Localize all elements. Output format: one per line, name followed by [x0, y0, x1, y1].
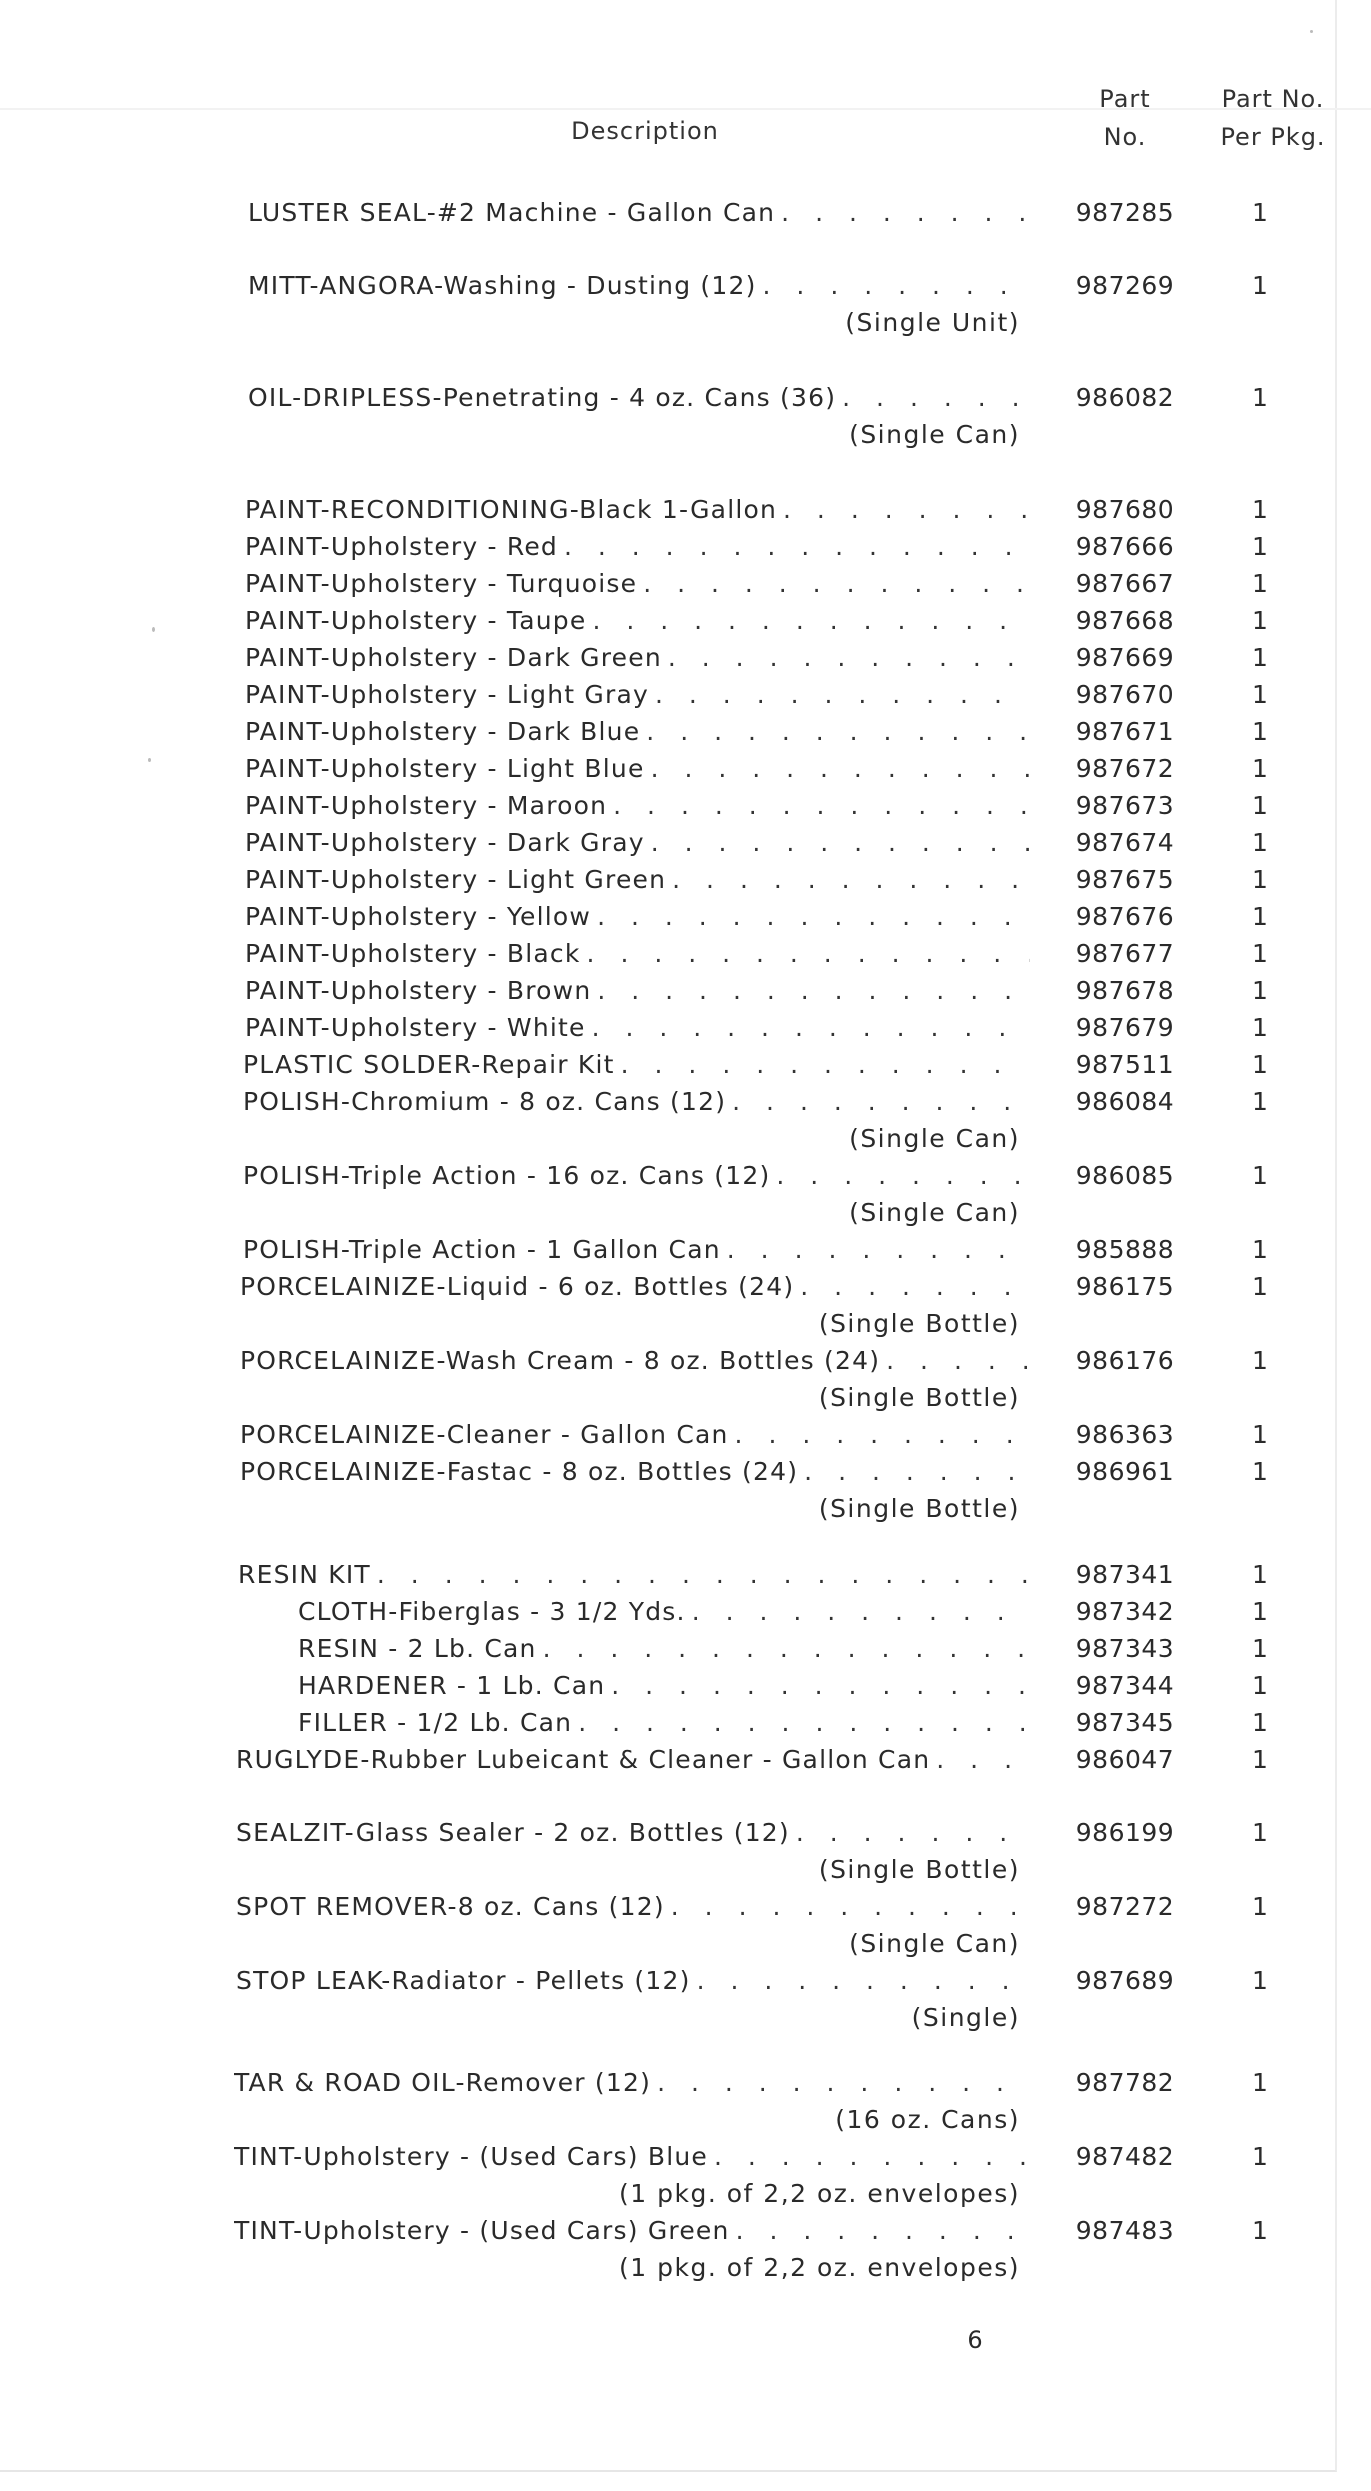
parts-row: [0, 566, 1371, 602]
dot-leader: [611, 1668, 1030, 1704]
part-number: 987341: [1075, 1560, 1175, 1589]
unit-note: (Single Unit): [845, 308, 1020, 337]
item-description-text: POLISH-Triple Action - 1 Gallon Can: [243, 1235, 721, 1264]
per-pkg-quantity: 1: [1252, 643, 1268, 672]
item-description-text: RUGLYDE-Rubber Lubeicant & Cleaner - Gallon Can: [236, 1745, 931, 1774]
parts-row: [0, 1010, 1371, 1046]
dot-leader: [732, 1084, 1030, 1120]
item-description-text: TINT-Upholstery - (Used Cars) Green: [234, 2216, 730, 2245]
part-number: 987674: [1075, 828, 1175, 857]
item-description-text: PAINT-Upholstery - Yellow: [245, 902, 592, 931]
parts-row: [0, 1269, 1371, 1305]
dot-leader: [646, 714, 1030, 750]
dot-leader: [592, 1010, 1030, 1046]
item-description-text: RESIN - 2 Lb. Can: [298, 1634, 537, 1663]
parts-row: [0, 899, 1371, 935]
dot-leader: [643, 566, 1030, 602]
item-description: [245, 529, 1030, 565]
per-pkg-quantity: 1: [1252, 2142, 1268, 2171]
item-description-text: PAINT-Upholstery - Red: [245, 532, 558, 561]
per-pkg-quantity: 1: [1252, 383, 1268, 412]
parts-row: [0, 603, 1371, 639]
unit-note: (16 oz. Cans): [835, 2105, 1020, 2134]
per-pkg-quantity: 1: [1252, 680, 1268, 709]
parts-row: [0, 1889, 1371, 1925]
dot-leader: [781, 195, 1030, 231]
part-number: 987342: [1075, 1597, 1175, 1626]
item-description-text: PAINT-Upholstery - Black: [245, 939, 581, 968]
part-number: 987669: [1075, 643, 1175, 672]
unit-note: (Single Bottle): [818, 1309, 1020, 1338]
dot-leader: [543, 1631, 1030, 1667]
per-pkg-quantity: 1: [1252, 1420, 1268, 1449]
scan-speck: [152, 627, 155, 632]
part-number: 987675: [1075, 865, 1175, 894]
item-description: [236, 1889, 1030, 1925]
parts-row: [0, 268, 1371, 304]
dot-leader: [796, 1815, 1030, 1851]
item-description-text: PLASTIC SOLDER-Repair Kit: [243, 1050, 615, 1079]
parts-row: [0, 1047, 1371, 1083]
per-pkg-quantity: 1: [1252, 198, 1268, 227]
parts-row: [0, 380, 1371, 416]
parts-row: [0, 2213, 1371, 2249]
item-description-text: TAR & ROAD OIL-Remover (12): [234, 2068, 652, 2097]
dot-leader: [692, 1594, 1030, 1630]
item-description: [234, 2065, 1030, 2101]
part-number: 987679: [1075, 1013, 1175, 1042]
parts-row: [0, 1454, 1371, 1490]
per-pkg-quantity: 1: [1252, 791, 1268, 820]
parts-row: [0, 1084, 1371, 1120]
item-description-text: POLISH-Triple Action - 16 oz. Cans (12): [243, 1161, 771, 1190]
dot-leader: [886, 1343, 1030, 1379]
parts-row: [0, 825, 1371, 861]
part-number: 986363: [1075, 1420, 1175, 1449]
dot-leader: [668, 640, 1030, 676]
per-pkg-quantity: 1: [1252, 865, 1268, 894]
per-pkg-quantity: 1: [1252, 1272, 1268, 1301]
parts-row: [0, 2139, 1371, 2175]
part-number: 986047: [1075, 1745, 1175, 1774]
dot-leader: [597, 899, 1030, 935]
dot-leader: [564, 529, 1030, 565]
part-number: 986176: [1075, 1346, 1175, 1375]
column-header-per-pkg-line2: Per Pkg.: [1220, 123, 1326, 151]
part-number: 987689: [1075, 1966, 1175, 1995]
parts-row: [0, 677, 1371, 713]
item-description-text: PORCELAINIZE-Wash Cream - 8 oz. Bottles (24): [240, 1346, 881, 1375]
per-pkg-quantity: 1: [1252, 2216, 1268, 2245]
unit-note: (Single): [911, 2003, 1020, 2032]
per-pkg-quantity: 1: [1252, 2068, 1268, 2097]
scan-speck: [1310, 30, 1313, 33]
item-description-text: PORCELAINIZE-Fastac - 8 oz. Bottles (24): [240, 1457, 799, 1486]
item-description: [245, 751, 1030, 787]
per-pkg-quantity: 1: [1252, 569, 1268, 598]
dot-leader: [671, 1889, 1030, 1925]
dot-leader: [597, 973, 1030, 1009]
item-description-text: SPOT REMOVER-8 oz. Cans (12): [236, 1892, 665, 1921]
per-pkg-quantity: 1: [1252, 606, 1268, 635]
per-pkg-quantity: 1: [1252, 271, 1268, 300]
unit-note: (Single Can): [849, 1124, 1020, 1153]
part-number: 987483: [1075, 2216, 1175, 2245]
dot-leader: [657, 2065, 1030, 2101]
per-pkg-quantity: 1: [1252, 1892, 1268, 1921]
item-description: [245, 936, 1030, 972]
column-header-part-no-line1: Part: [1099, 85, 1151, 113]
per-pkg-quantity: 1: [1252, 532, 1268, 561]
dot-leader: [727, 1232, 1030, 1268]
item-description: [245, 973, 1030, 1009]
item-description-text: PAINT-Upholstery - Light Gray: [245, 680, 650, 709]
dot-leader: [613, 788, 1030, 824]
unit-note: (Single Bottle): [818, 1855, 1020, 1884]
part-number: 987677: [1075, 939, 1175, 968]
parts-row: [0, 1742, 1371, 1778]
item-description-text: PAINT-Upholstery - Dark Gray: [245, 828, 645, 857]
part-number: 987666: [1075, 532, 1175, 561]
per-pkg-quantity: 1: [1252, 976, 1268, 1005]
per-pkg-quantity: 1: [1252, 1745, 1268, 1774]
item-description-text: PAINT-Upholstery - Light Blue: [245, 754, 645, 783]
page-number: 6: [967, 2326, 983, 2354]
per-pkg-quantity: 1: [1252, 1818, 1268, 1847]
part-number: 986199: [1075, 1818, 1175, 1847]
parts-row: [0, 2065, 1371, 2101]
item-description-text: LUSTER SEAL-#2 Machine - Gallon Can: [248, 198, 776, 227]
item-description: [243, 1158, 1030, 1194]
item-description: [234, 2213, 1030, 2249]
dot-leader: [800, 1269, 1030, 1305]
item-description: [245, 899, 1030, 935]
part-number: 987269: [1075, 271, 1175, 300]
item-description: [234, 2139, 1030, 2175]
dot-leader: [783, 492, 1030, 528]
part-number: 987670: [1075, 680, 1175, 709]
item-description: [298, 1668, 1030, 1704]
item-description-text: FILLER - 1/2 Lb. Can: [298, 1708, 573, 1737]
unit-note: (Single Bottle): [818, 1383, 1020, 1412]
part-number: 987345: [1075, 1708, 1175, 1737]
item-description: [240, 1269, 1030, 1305]
parts-row: [0, 714, 1371, 750]
per-pkg-quantity: 1: [1252, 1966, 1268, 1995]
item-description: [240, 1417, 1030, 1453]
item-description: [245, 788, 1030, 824]
parts-row: [0, 1557, 1371, 1593]
dot-leader: [651, 751, 1030, 787]
item-description-text: PAINT-Upholstery - Taupe: [245, 606, 587, 635]
item-description-text: PAINT-Upholstery - Turquoise: [245, 569, 638, 598]
unit-note: (1 pkg. of 2,2 oz. envelopes): [619, 2253, 1020, 2282]
per-pkg-quantity: 1: [1252, 1235, 1268, 1264]
parts-row: [0, 529, 1371, 565]
part-number: 986961: [1075, 1457, 1175, 1486]
item-description: [298, 1705, 1030, 1741]
item-description-text: PAINT-Upholstery - Maroon: [245, 791, 608, 820]
item-description: [236, 1963, 1030, 1999]
dot-leader: [736, 2213, 1030, 2249]
item-description-text: RESIN KIT: [238, 1560, 371, 1589]
item-description-text: HARDENER - 1 Lb. Can: [298, 1671, 606, 1700]
parts-row: [0, 862, 1371, 898]
dot-leader: [587, 936, 1030, 972]
dot-leader: [936, 1742, 1030, 1778]
item-description: [245, 640, 1030, 676]
part-number: 987511: [1075, 1050, 1175, 1079]
per-pkg-quantity: 1: [1252, 1050, 1268, 1079]
item-description-text: CLOTH-Fiberglas - 3 1/2 Yds.: [298, 1597, 686, 1626]
dot-leader: [697, 1963, 1030, 1999]
unit-note: (1 pkg. of 2,2 oz. envelopes): [619, 2179, 1020, 2208]
item-description-text: PORCELAINIZE-Liquid - 6 oz. Bottles (24): [240, 1272, 795, 1301]
dot-leader: [578, 1705, 1030, 1741]
dot-leader: [735, 1417, 1030, 1453]
per-pkg-quantity: 1: [1252, 1597, 1268, 1626]
item-description: [238, 1557, 1030, 1593]
dot-leader: [655, 677, 1030, 713]
item-description-text: PAINT-Upholstery - Dark Green: [245, 643, 662, 672]
per-pkg-quantity: 1: [1252, 1161, 1268, 1190]
part-number: 987678: [1075, 976, 1175, 1005]
parts-row: [0, 1594, 1371, 1630]
part-number: 987676: [1075, 902, 1175, 931]
part-number: 987680: [1075, 495, 1175, 524]
item-description: [298, 1594, 1030, 1630]
item-description-text: SEALZIT-Glass Sealer - 2 oz. Bottles (12): [236, 1818, 790, 1847]
parts-row: [0, 640, 1371, 676]
parts-row: [0, 788, 1371, 824]
dot-leader: [842, 380, 1030, 416]
scan-speck: [148, 758, 151, 762]
part-number: 986084: [1075, 1087, 1175, 1116]
item-description-text: TINT-Upholstery - (Used Cars) Blue: [234, 2142, 708, 2171]
per-pkg-quantity: 1: [1252, 1671, 1268, 1700]
per-pkg-quantity: 1: [1252, 717, 1268, 746]
item-description-text: PAINT-RECONDITIONING-Black 1-Gallon: [245, 495, 778, 524]
per-pkg-quantity: 1: [1252, 1087, 1268, 1116]
item-description-text: PAINT-Upholstery - Dark Blue: [245, 717, 641, 746]
part-number: 987343: [1075, 1634, 1175, 1663]
item-description: [240, 1454, 1030, 1490]
item-description: [248, 380, 1030, 416]
part-number: 987667: [1075, 569, 1175, 598]
part-number: 987673: [1075, 791, 1175, 820]
parts-row: [0, 1963, 1371, 1999]
column-header-description: Description: [571, 117, 719, 145]
parts-row: [0, 936, 1371, 972]
item-description: [236, 1742, 1030, 1778]
per-pkg-quantity: 1: [1252, 1708, 1268, 1737]
part-number: 987344: [1075, 1671, 1175, 1700]
item-description: [298, 1631, 1030, 1667]
column-header-part-no-line2: No.: [1103, 123, 1147, 151]
item-description: [245, 603, 1030, 639]
parts-row: [0, 1417, 1371, 1453]
dot-leader: [714, 2139, 1030, 2175]
parts-row: [0, 195, 1371, 231]
per-pkg-quantity: 1: [1252, 1634, 1268, 1663]
column-header-per-pkg-line1: Part No.: [1221, 85, 1325, 113]
item-description: [245, 566, 1030, 602]
item-description: [245, 1010, 1030, 1046]
item-description: [245, 492, 1030, 528]
dot-leader: [651, 825, 1030, 861]
parts-row: [0, 1668, 1371, 1704]
dot-leader: [592, 603, 1030, 639]
per-pkg-quantity: 1: [1252, 1457, 1268, 1486]
part-number: 985888: [1075, 1235, 1175, 1264]
unit-note: (Single Can): [849, 1929, 1020, 1958]
part-number: 987668: [1075, 606, 1175, 635]
part-number: 986082: [1075, 383, 1175, 412]
per-pkg-quantity: 1: [1252, 1013, 1268, 1042]
item-description-text: OIL-DRIPLESS-Penetrating - 4 oz. Cans (36): [248, 383, 837, 412]
per-pkg-quantity: 1: [1252, 828, 1268, 857]
part-number: 987672: [1075, 754, 1175, 783]
item-description: [236, 1815, 1030, 1851]
unit-note: (Single Bottle): [818, 1494, 1020, 1523]
part-number: 987671: [1075, 717, 1175, 746]
item-description: [245, 825, 1030, 861]
parts-row: [0, 1815, 1371, 1851]
unit-note: (Single Can): [849, 420, 1020, 449]
parts-row: [0, 1158, 1371, 1194]
item-description: [248, 268, 1030, 304]
parts-row: [0, 751, 1371, 787]
unit-note: (Single Can): [849, 1198, 1020, 1227]
dot-leader: [776, 1158, 1030, 1194]
per-pkg-quantity: 1: [1252, 754, 1268, 783]
item-description-text: PAINT-Upholstery - White: [245, 1013, 586, 1042]
item-description-text: STOP LEAK-Radiator - Pellets (12): [236, 1966, 691, 1995]
item-description: [245, 862, 1030, 898]
parts-row: [0, 1705, 1371, 1741]
per-pkg-quantity: 1: [1252, 495, 1268, 524]
part-number: 987782: [1075, 2068, 1175, 2097]
item-description-text: MITT-ANGORA-Washing - Dusting (12): [248, 271, 757, 300]
dot-leader: [763, 268, 1030, 304]
dot-leader: [621, 1047, 1030, 1083]
dot-leader: [804, 1454, 1030, 1490]
part-number: 987272: [1075, 1892, 1175, 1921]
part-number: 987285: [1075, 198, 1175, 227]
item-description: [248, 195, 1030, 231]
parts-row: [0, 1631, 1371, 1667]
per-pkg-quantity: 1: [1252, 939, 1268, 968]
parts-row: [0, 1232, 1371, 1268]
part-number: 986175: [1075, 1272, 1175, 1301]
part-number: 986085: [1075, 1161, 1175, 1190]
per-pkg-quantity: 1: [1252, 1560, 1268, 1589]
item-description: [243, 1232, 1030, 1268]
parts-row: [0, 492, 1371, 528]
dot-leader: [672, 862, 1030, 898]
per-pkg-quantity: 1: [1252, 1346, 1268, 1375]
per-pkg-quantity: 1: [1252, 902, 1268, 931]
item-description-text: PAINT-Upholstery - Brown: [245, 976, 592, 1005]
item-description-text: PORCELAINIZE-Cleaner - Gallon Can: [240, 1420, 729, 1449]
parts-row: [0, 973, 1371, 1009]
item-description-text: POLISH-Chromium - 8 oz. Cans (12): [243, 1087, 727, 1116]
item-description: [245, 677, 1030, 713]
item-description: [243, 1084, 1030, 1120]
parts-row: [0, 1343, 1371, 1379]
item-description-text: PAINT-Upholstery - Light Green: [245, 865, 667, 894]
item-description: [240, 1343, 1030, 1379]
part-number: 987482: [1075, 2142, 1175, 2171]
item-description: [243, 1047, 1030, 1083]
dot-leader: [377, 1557, 1030, 1593]
item-description: [245, 714, 1030, 750]
